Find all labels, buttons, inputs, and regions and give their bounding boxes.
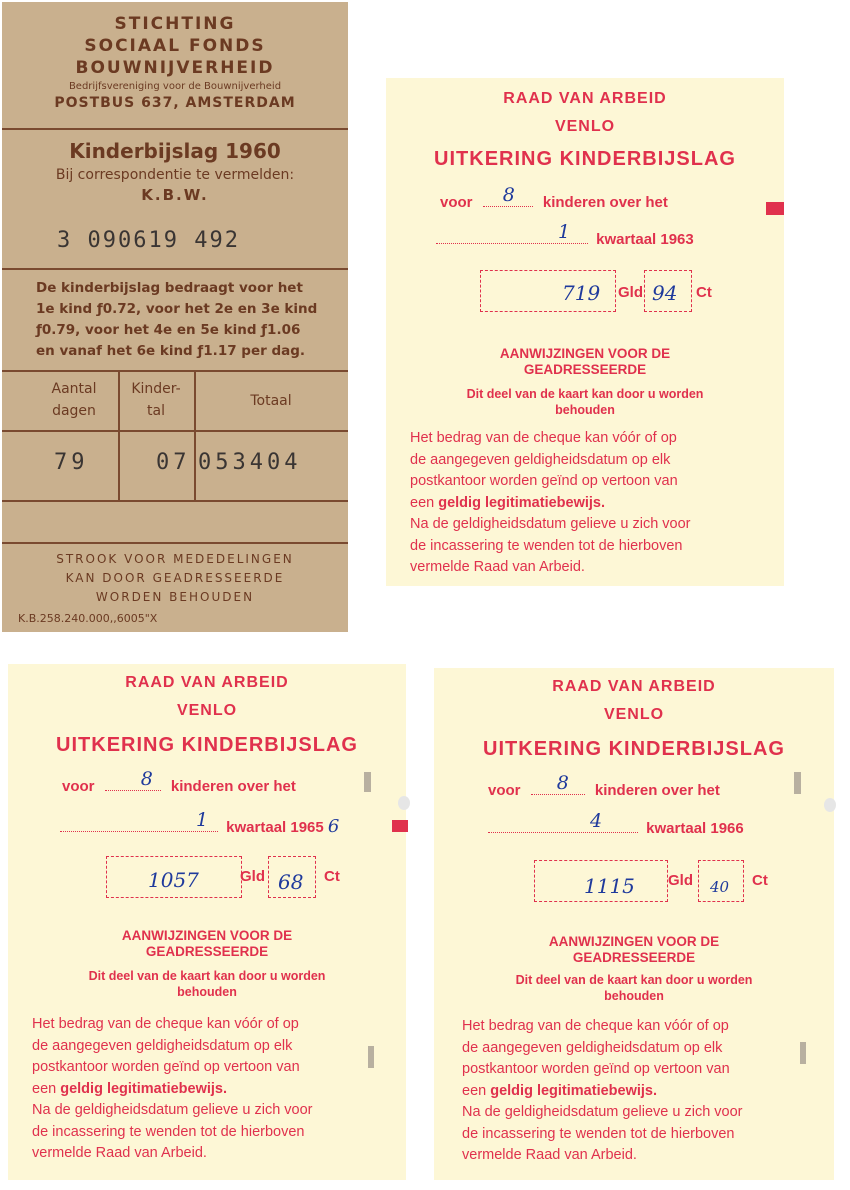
label-gld: Gld xyxy=(668,872,693,889)
label-ct: Ct xyxy=(696,284,712,301)
label-voor: voor xyxy=(62,778,95,795)
label-ct: Ct xyxy=(324,868,340,885)
registration-number: 3 090619 492 xyxy=(57,228,240,253)
header-kindertal xyxy=(120,378,192,422)
punch-notch xyxy=(398,796,410,810)
label-voor: voor xyxy=(440,194,473,211)
body-line xyxy=(462,1081,743,1103)
divider xyxy=(2,500,348,502)
label-kwartaal: kwartaal 1966 xyxy=(646,820,744,837)
body-line: Het bedrag van de cheque kan vóór of op xyxy=(410,430,677,446)
rates-line: en vanaf het 6e kind ƒ1.17 per dag. xyxy=(36,343,306,359)
value-dagen: 79 xyxy=(54,450,89,475)
instructions-body xyxy=(462,1016,743,1167)
label-gld: Gld xyxy=(240,868,265,885)
keep-notice xyxy=(8,968,406,1000)
label-kinderen-over-het: kinderen over het xyxy=(170,778,296,795)
children-field xyxy=(483,184,533,207)
header-text: tal xyxy=(147,403,165,419)
children-row xyxy=(488,772,720,799)
children-count: 8 xyxy=(140,768,153,790)
body-text: een xyxy=(410,494,435,511)
body-line: Het bedrag van de cheque kan vóór of op xyxy=(462,1018,729,1034)
divider xyxy=(2,268,348,270)
keep-notice xyxy=(434,972,834,1004)
label-kinderen-over-het: kinderen over het xyxy=(542,194,668,211)
card-title: UITKERING KINDERBIJSLAG xyxy=(434,148,736,170)
office-city: VENLO xyxy=(176,702,238,719)
keep-notice xyxy=(386,386,784,418)
label-voor: voor xyxy=(488,782,521,799)
body-line: Na de geldigheidsdatum gelieve u zich voor xyxy=(462,1104,743,1120)
divider xyxy=(2,370,348,372)
uitkering-card-1966 xyxy=(434,668,834,1180)
red-edge-mark xyxy=(392,820,408,832)
amount-guilders: 1057 xyxy=(148,868,199,892)
header-text: Aantal xyxy=(51,381,97,397)
body-line: de aangegeven geldigheidsdatum op elk xyxy=(410,451,671,468)
body-line: vermelde Raad van Arbeid. xyxy=(32,1145,207,1161)
heading-line: AANWIJZINGEN VOOR DE xyxy=(499,346,671,361)
postbus-address: POSTBUS 637, AMSTERDAM xyxy=(54,95,296,111)
print-code: K.B.258.240.000,,6005"X xyxy=(18,612,158,625)
office-name: RAAD VAN ARBEID xyxy=(552,678,716,695)
children-row xyxy=(440,184,668,211)
reference-code: K.B.W. xyxy=(141,186,209,204)
strook-note xyxy=(2,550,348,607)
body-emphasis: geldig legitimatiebewijs. xyxy=(490,1082,658,1099)
office-name: RAAD VAN ARBEID xyxy=(503,90,667,107)
body-line: vermelde Raad van Arbeid. xyxy=(462,1147,637,1163)
card-title: Kinderbijslag 1960 xyxy=(69,139,281,163)
rates-line: ƒ0.79, voor het 4e en 5e kind ƒ1.06 xyxy=(36,322,301,338)
strook-line: KAN DOOR GEADRESSEERDE xyxy=(65,571,285,585)
body-emphasis: geldig legitimatiebewijs. xyxy=(438,494,606,511)
amount-cents: 40 xyxy=(710,878,730,896)
divider xyxy=(2,542,348,544)
body-line: postkantoor worden geïnd op vertoon van xyxy=(410,473,678,489)
quarter-number: 1 xyxy=(196,809,209,831)
header-aantal-dagen xyxy=(38,378,110,422)
grey-edge-mark xyxy=(364,772,371,792)
body-line: de aangegeven geldigheidsdatum op elk xyxy=(462,1039,723,1056)
year-correction: 6 xyxy=(327,816,340,837)
amount-guilders: 1115 xyxy=(584,874,635,898)
heading-line: GEADRESSEERDE xyxy=(145,944,269,959)
label-ct: Ct xyxy=(752,872,768,889)
body-line: de incassering te wenden tot de hierboven xyxy=(410,537,683,554)
rates-line: De kinderbijslag bedraagt voor het xyxy=(36,280,303,296)
notice-line: behouden xyxy=(604,989,664,1003)
quarter-number: 4 xyxy=(590,810,603,832)
notice-line: behouden xyxy=(177,985,237,999)
heading-line: AANWIJZINGEN VOOR DE xyxy=(548,934,720,949)
rates-line: 1e kind ƒ0.72, voor het 2e en 3e kind xyxy=(36,301,318,317)
body-line: Het bedrag van de cheque kan vóór of op xyxy=(32,1016,299,1032)
children-count: 8 xyxy=(502,184,515,206)
instructions-body xyxy=(32,1014,313,1165)
red-edge-mark xyxy=(766,202,784,215)
header-text: dagen xyxy=(52,403,96,419)
strook-line: STROOK VOOR MEDEDELINGEN xyxy=(56,552,294,566)
body-line: Na de geldigheidsdatum gelieve u zich voor xyxy=(410,516,691,532)
strook-line: WORDEN BEHOUDEN xyxy=(95,590,255,604)
children-row xyxy=(62,768,296,795)
org-line-2: SOCIAAL FONDS xyxy=(84,36,266,56)
value-totaal: 053404 xyxy=(198,450,302,475)
org-line-3: BOUWNIJVERHEID xyxy=(75,58,275,78)
amount-guilders: 719 xyxy=(562,281,601,305)
grey-edge-mark xyxy=(794,772,801,794)
notice-line: behouden xyxy=(555,403,615,417)
divider xyxy=(2,430,348,432)
amount-cents: 94 xyxy=(652,281,678,305)
punch-notch xyxy=(824,798,836,812)
body-line: de aangegeven geldigheidsdatum op elk xyxy=(32,1037,293,1054)
instructions-heading xyxy=(386,346,784,378)
quarter-row xyxy=(488,810,744,837)
label-kwartaal: kwartaal 1963 xyxy=(596,231,694,248)
body-line xyxy=(32,1079,313,1101)
instructions-heading xyxy=(434,934,834,966)
grey-edge-mark xyxy=(368,1046,374,1068)
quarter-number: 1 xyxy=(558,221,571,243)
body-text: een xyxy=(32,1080,57,1097)
instructions-body xyxy=(410,428,691,579)
uitkering-card-1963 xyxy=(386,78,784,586)
notice-line: Dit deel van de kaart kan door u worden xyxy=(88,969,326,983)
org-line-1: STICHTING xyxy=(114,14,236,34)
header-totaal: Totaal xyxy=(250,393,292,409)
grey-edge-mark xyxy=(800,1042,806,1064)
children-field xyxy=(531,772,585,795)
correspondence-note: Bij correspondentie te vermelden: xyxy=(55,167,295,183)
body-line xyxy=(410,493,691,515)
uitkering-card-1965 xyxy=(8,664,406,1180)
card-title: UITKERING KINDERBIJSLAG xyxy=(56,734,358,756)
label-gld: Gld xyxy=(618,284,643,301)
org-subtitle: Bedrijfsvereniging voor de Bouwnijverheid xyxy=(68,81,282,92)
body-line: vermelde Raad van Arbeid. xyxy=(410,559,585,575)
fund-header xyxy=(2,16,348,116)
quarter-row xyxy=(436,221,694,248)
body-text: een xyxy=(462,1082,487,1099)
kinderbijslag-1960-card xyxy=(2,2,348,632)
body-emphasis: geldig legitimatiebewijs. xyxy=(60,1080,228,1097)
quarter-row xyxy=(60,809,340,837)
divider xyxy=(2,128,348,130)
label-kwartaal: kwartaal 1965 xyxy=(226,819,324,836)
children-field xyxy=(105,768,161,791)
label-kinderen-over-het: kinderen over het xyxy=(594,782,720,799)
notice-line: Dit deel van de kaart kan door u worden xyxy=(515,973,753,987)
card-title: UITKERING KINDERBIJSLAG xyxy=(483,738,785,760)
heading-line: GEADRESSEERDE xyxy=(572,950,696,965)
notice-line: Dit deel van de kaart kan door u worden xyxy=(466,387,704,401)
instructions-heading xyxy=(8,928,406,960)
rates-text xyxy=(36,278,342,362)
office-city: VENLO xyxy=(554,118,616,135)
heading-line: GEADRESSEERDE xyxy=(523,362,647,377)
header-text: Kinder- xyxy=(131,381,181,397)
quarter-field xyxy=(60,809,218,832)
children-count: 8 xyxy=(556,772,569,794)
quarter-field xyxy=(488,810,638,833)
value-kindertal: 07 xyxy=(156,450,191,475)
body-line: de incassering te wenden tot de hierboven xyxy=(32,1123,305,1140)
quarter-field xyxy=(436,221,588,244)
body-line: postkantoor worden geïnd op vertoon van xyxy=(32,1059,300,1075)
office-city: VENLO xyxy=(603,706,665,723)
body-line: Na de geldigheidsdatum gelieve u zich voor xyxy=(32,1102,313,1118)
office-name: RAAD VAN ARBEID xyxy=(125,674,289,691)
body-line: postkantoor worden geïnd op vertoon van xyxy=(462,1061,730,1077)
body-line: de incassering te wenden tot de hierboven xyxy=(462,1125,735,1142)
heading-line: AANWIJZINGEN VOOR DE xyxy=(121,928,293,943)
amount-cents: 68 xyxy=(278,870,304,894)
